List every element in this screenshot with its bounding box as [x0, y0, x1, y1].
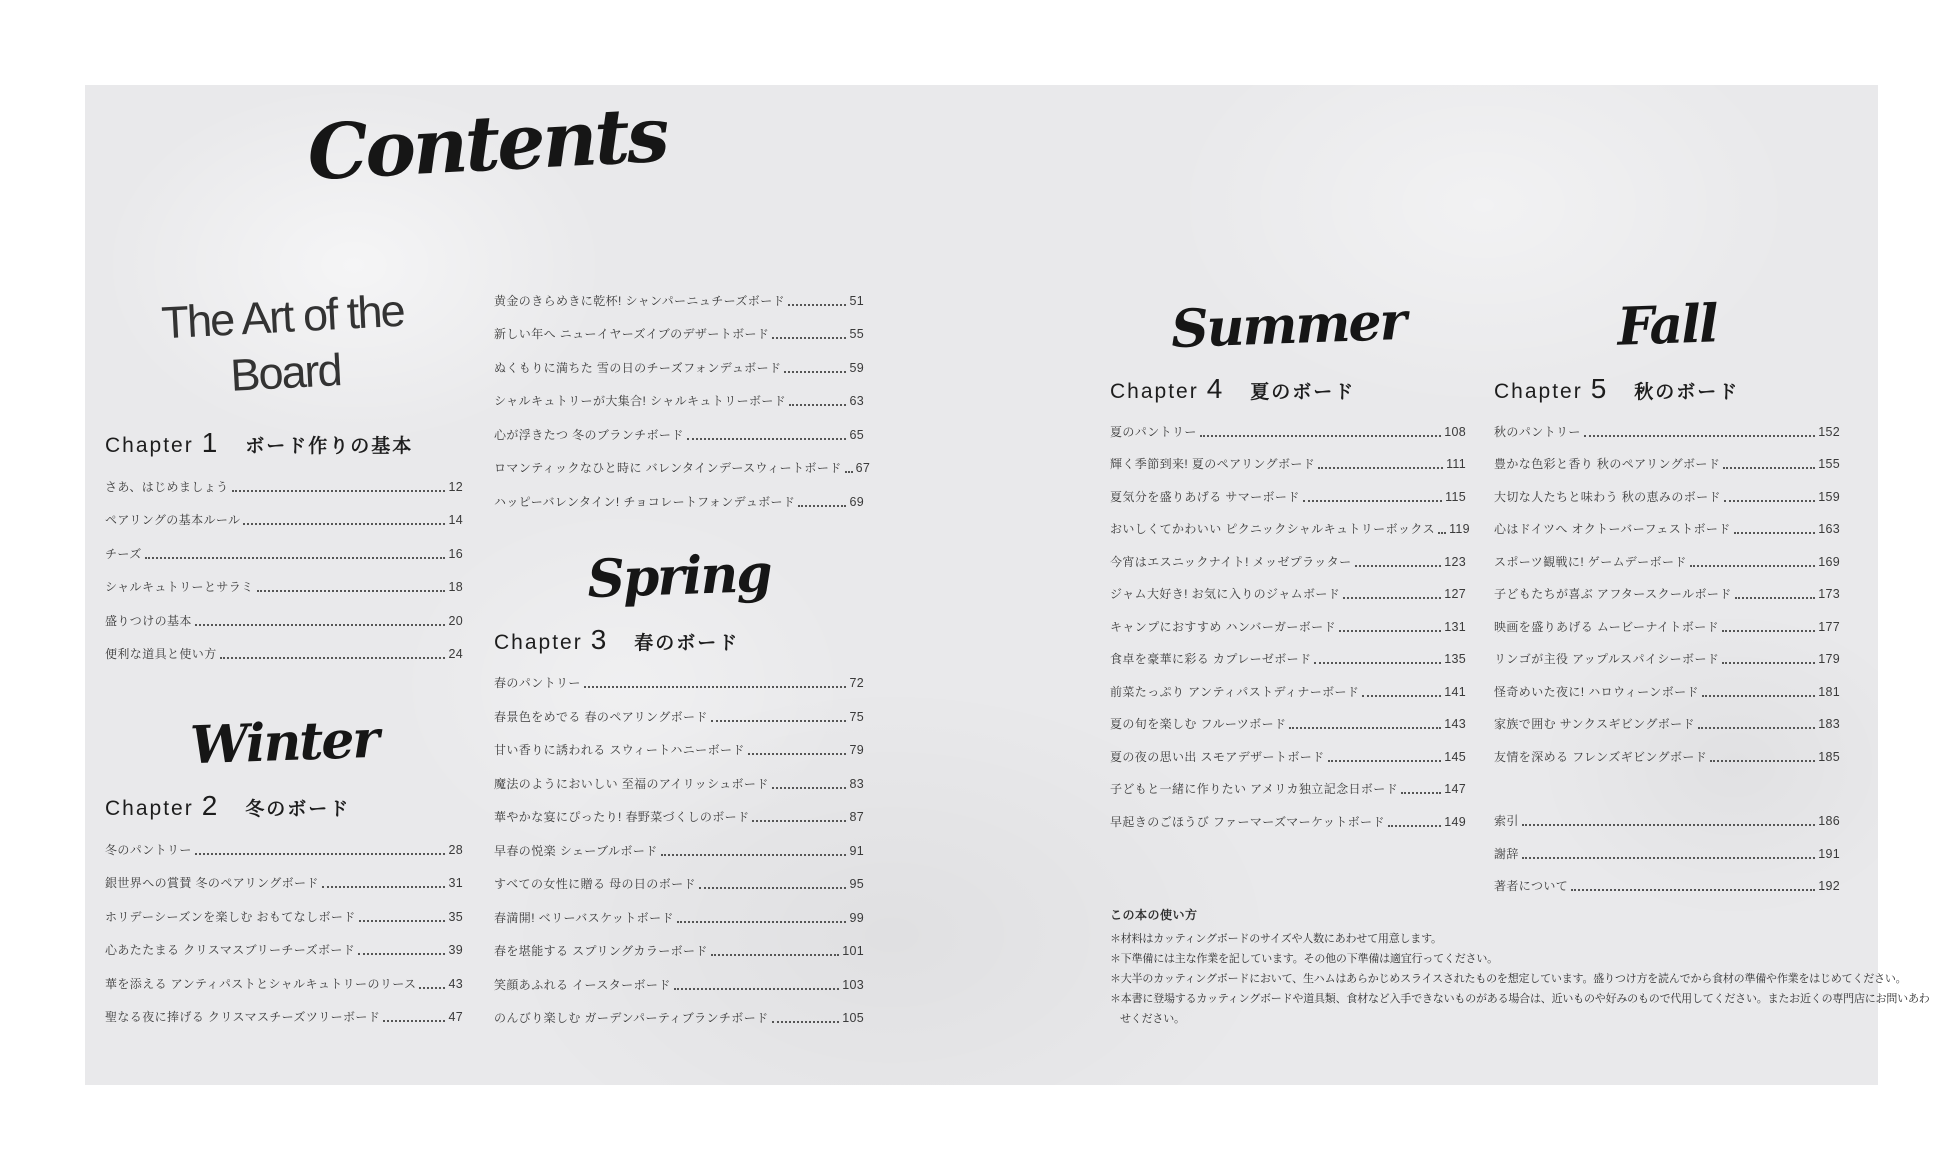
toc-entry-page: 127: [1444, 587, 1466, 601]
toc-entry-page: 55: [849, 327, 864, 341]
toc-entry: [494, 993, 864, 1027]
toc-entry-page: 59: [849, 360, 864, 375]
toc-entry-title: 夏の夜の思い出 スモアデザートボード: [1110, 749, 1325, 764]
toc-entry: [1110, 667, 1466, 700]
toc-entry-page: 35: [448, 909, 463, 924]
toc-entry: [494, 376, 864, 410]
toc-entry-page: 24: [448, 647, 463, 661]
column-1: [105, 85, 463, 1025]
toc-entry-page: 72: [849, 676, 864, 690]
toc-entry-title: 秋のパントリー: [1494, 424, 1581, 439]
toc-entry: [105, 629, 463, 663]
toc-entry-page: 95: [849, 877, 864, 891]
toc-entry-title: 怪奇めいた夜に! ハロウィーンボード: [1494, 684, 1699, 699]
page-title: Contents: [305, 89, 669, 198]
toc-entry-title: 夏気分を盛りあげる サマーボード: [1110, 489, 1300, 504]
toc-entry: [1110, 407, 1466, 440]
toc-entry-page: 159: [1818, 489, 1840, 504]
usage-notes-title: この本の使い方: [1110, 908, 1198, 922]
dot-leader: [220, 657, 446, 659]
toc-entry-page: 105: [842, 1011, 864, 1025]
toc-entry: [494, 892, 864, 926]
chapter-4-heading: [1110, 373, 1466, 405]
toc-entry: [105, 461, 463, 495]
toc-entry-page: 108: [1444, 424, 1466, 439]
dot-leader: [1702, 695, 1815, 697]
toc-entry: [105, 495, 463, 529]
dot-leader: [1314, 662, 1441, 664]
toc-entry: [494, 443, 871, 477]
chapter-3-label: Chapter: [494, 630, 583, 654]
column-3: [1110, 85, 1470, 830]
toc-entry-title: 春のパントリー: [494, 676, 581, 690]
chapter-1-number: 1: [201, 427, 218, 458]
toc-entry-title: 春景色をめでる 春のペアリングボード: [494, 709, 708, 724]
toc-entry-title: スポーツ観戦に! ゲームデーボード: [1494, 554, 1687, 569]
dot-leader: [1438, 532, 1446, 534]
dot-leader: [784, 371, 846, 373]
spacer: [1494, 765, 1840, 795]
toc-entry: [1110, 635, 1466, 668]
chapter-1-label: Chapter: [105, 434, 194, 457]
toc-entry: [494, 275, 864, 309]
toc-entry-page: 145: [1444, 749, 1466, 764]
toc-entry-title: 便利な道具と使い方: [105, 647, 217, 661]
toc-entry-title: 索引: [1494, 814, 1519, 828]
part-heading: [102, 280, 465, 411]
dot-leader: [1571, 889, 1815, 891]
dot-leader: [772, 1021, 840, 1023]
toc-entry-page: 39: [448, 943, 463, 957]
toc-entry: [494, 476, 864, 510]
toc-entry-title: 豊かな色彩と香り 秋のペアリングボード: [1494, 457, 1721, 471]
toc-entry: [1494, 635, 1840, 668]
dot-leader: [322, 886, 446, 888]
toc-entry: [494, 658, 864, 692]
column-2: [494, 85, 871, 1026]
toc-entry-page: 69: [849, 494, 864, 509]
dot-leader: [1734, 532, 1816, 534]
chapter-5-heading: [1494, 373, 1840, 405]
dot-leader: [1200, 435, 1441, 437]
toc-entry-title: 盛りつけの基本: [105, 613, 192, 628]
toc-entry-title: おいしくてかわいい ピクニックシャルキュトリーボックス: [1110, 522, 1436, 536]
toc-entry-page: 173: [1818, 587, 1840, 601]
toc-entry-page: 101: [842, 944, 864, 958]
toc-entry: [1494, 472, 1840, 505]
toc-entry-title: 銀世界への賞賛 冬のペアリングボード: [105, 876, 319, 890]
dot-leader: [772, 337, 846, 339]
toc-entry: [1494, 732, 1840, 765]
toc-entry-title: ジャム大好き! お気に入りのジャムボード: [1110, 587, 1341, 601]
toc-entry-title: 映画を盛りあげる ムービーナイトボード: [1494, 619, 1720, 634]
toc-entry-title: 冬のパントリー: [105, 842, 192, 857]
dot-leader: [257, 590, 446, 592]
toc-entry-page: 147: [1444, 782, 1466, 796]
toc-entry-page: 191: [1818, 846, 1840, 861]
toc-entry-page: 65: [849, 427, 864, 442]
toc-entry: [1494, 797, 1840, 830]
toc-entry-page: 99: [849, 910, 864, 925]
toc-entry-page: 18: [448, 580, 463, 594]
toc-entry: [105, 958, 463, 992]
toc-entry: [494, 758, 864, 792]
toc-entry-page: 123: [1444, 554, 1466, 569]
dot-leader: [711, 954, 839, 956]
toc-entry-title: 子どもと一緒に作りたい アメリカ独立記念日ボード: [1110, 782, 1399, 796]
chapter-4-label: Chapter: [1110, 380, 1199, 403]
toc-entry-title: ホリデーシーズンを楽しむ おもてなしボード: [105, 909, 356, 924]
chapter-5-title: 秋のボード: [1634, 382, 1740, 403]
toc-entry-page: 131: [1444, 619, 1466, 634]
toc-entry-page: 20: [448, 613, 463, 628]
usage-note-line: ＊本書に登場するカッティングボードや道具類、食材など入手できないものがある場合は、近いものや好みのもので代用してください。またお近くの専門店にお問いあわ: [1110, 993, 1930, 1005]
dot-leader: [1522, 824, 1815, 826]
usage-note-line: ＊大半のカッティングボードにおいて、生ハムはあらかじめスライスされたものを想定しています。盛りつけ方を読んでから食材の準備や作業をはじめてください。: [1110, 973, 1907, 985]
chapter-3-number: 3: [590, 623, 607, 655]
dot-leader: [798, 505, 846, 507]
toc-entry: [105, 528, 463, 562]
toc-entry-title: 魔法のようにおいしい 至福のアイリッシュボード: [494, 776, 769, 791]
toc-entry-page: 149: [1444, 814, 1466, 829]
toc-entry-page: 67: [855, 461, 871, 475]
toc-entry-title: 甘い香りに誘われる スウィートハニーボード: [494, 743, 745, 757]
toc-entry-page: 111: [1446, 457, 1466, 471]
toc-entry-title: シャルキュトリーが大集合! シャルキュトリーボード: [494, 394, 787, 408]
toc-entry-title: リンゴが主役 アップルスパイシーボード: [1494, 652, 1720, 666]
toc-entry: [105, 891, 463, 925]
toc-entry-page: 179: [1818, 652, 1840, 666]
toc-entry: [1494, 667, 1840, 700]
toc-page-spread: [85, 85, 1930, 1085]
toc-entry-title: 心あたたまる クリスマスブリーチーズボード: [105, 943, 356, 957]
toc-entry-page: 143: [1444, 717, 1466, 731]
dot-leader: [674, 988, 839, 990]
toc-entry-page: 119: [1449, 522, 1470, 536]
toc-entry-title: 前菜たっぷり アンティパストディナーボード: [1110, 684, 1360, 699]
chapter-3-title: 春のボード: [634, 632, 740, 654]
usage-note-line: ＊下準備には主な作業を記しています。その他の下準備は適宜行ってください。: [1110, 953, 1498, 965]
chapter-2-heading: [105, 790, 463, 822]
dot-leader: [789, 404, 846, 406]
dot-leader: [1343, 597, 1441, 599]
toc-entry-page: 28: [448, 842, 463, 857]
toc-entry-title: シャルキュトリーとサラミ: [105, 580, 254, 594]
toc-entry-title: ロマンティックなひと時に バレンタインデースウィートボード: [494, 461, 842, 475]
dot-leader: [359, 920, 446, 922]
dot-leader: [1735, 597, 1816, 599]
toc-entry: [494, 926, 864, 960]
toc-entry: [1494, 570, 1840, 603]
toc-entry: [494, 691, 864, 725]
usage-notes-lines: [1110, 929, 1930, 1029]
toc-entry: [105, 562, 463, 596]
chapter-2-toc-continued: [494, 275, 871, 510]
toc-entry: [494, 409, 864, 443]
dot-leader: [1328, 760, 1442, 762]
toc-entry-page: 43: [448, 976, 463, 991]
toc-entry-page: 79: [849, 743, 864, 757]
toc-entry-page: 16: [448, 546, 463, 561]
usage-notes: [1110, 906, 1930, 1029]
chapter-2-number: 2: [201, 790, 218, 821]
toc-entry-title: 食卓を豪華に彩る カプレーゼボード: [1110, 652, 1312, 666]
toc-entry-title: 華を添える アンティパストとシャルキュトリーのリース: [105, 976, 417, 991]
toc-entry-title: 早春の悦楽 シェーブルボード: [494, 843, 658, 858]
toc-entry: [494, 859, 864, 893]
dot-leader: [687, 438, 847, 440]
toc-entry-page: 91: [849, 843, 864, 858]
chapter-5-label: Chapter: [1494, 380, 1583, 403]
dot-leader: [1722, 630, 1815, 632]
chapter-1-toc: [105, 461, 463, 662]
toc-entry: [1494, 537, 1840, 570]
dot-leader: [1289, 727, 1441, 729]
toc-entry-title: 著者について: [1494, 879, 1569, 893]
toc-entry: [1110, 570, 1466, 603]
usage-note-line: せください。: [1120, 1013, 1185, 1025]
dot-leader: [1401, 792, 1441, 794]
dot-leader: [584, 686, 847, 688]
toc-entry: [494, 959, 864, 993]
dot-leader: [1722, 662, 1815, 664]
dot-leader: [699, 887, 847, 889]
toc-entry: [1110, 732, 1466, 765]
toc-entry: [105, 824, 463, 858]
toc-entry-title: 夏の旬を楽しむ フルーツボード: [1110, 717, 1287, 731]
toc-entry-title: ハッピーバレンタイン! チョコレートフォンデュボード: [494, 494, 796, 509]
toc-entry-title: 心はドイツへ オクトーバーフェストボード: [1494, 522, 1731, 536]
dot-leader: [772, 787, 847, 789]
toc-entry-title: 笑顔あふれる イースターボード: [494, 977, 671, 992]
toc-entry-page: 83: [849, 776, 864, 791]
dot-leader: [145, 557, 446, 559]
toc-entry: [1494, 700, 1840, 733]
dot-leader: [661, 854, 847, 856]
toc-entry: [1110, 765, 1466, 798]
chapter-1-heading: [105, 427, 463, 459]
dot-leader: [677, 921, 847, 923]
toc-entry-title: 黄金のきらめきに乾杯! シャンパーニュチーズボード: [494, 293, 785, 308]
toc-entry-title: 家族で囲む サンクスギビングボード: [1494, 717, 1695, 731]
chapter-2-title: 冬のボード: [245, 799, 351, 820]
toc-entry-title: 友情を深める フレンズギビングボード: [1494, 749, 1708, 764]
toc-entry-title: すべての女性に贈る 母の日のボード: [494, 877, 696, 891]
part-heading-line-1: The Art of the: [160, 284, 405, 349]
dot-leader: [232, 490, 446, 492]
dot-leader: [1362, 695, 1441, 697]
dot-leader: [748, 753, 847, 755]
toc-entry: [1110, 472, 1466, 505]
toc-entry: [1494, 602, 1840, 635]
toc-entry-title: 春を堪能する スプリングカラーボード: [494, 944, 708, 958]
dot-leader: [1710, 760, 1815, 762]
toc-entry-page: 115: [1445, 489, 1466, 504]
toc-entry: [1494, 505, 1840, 538]
toc-entry-title: チーズ: [105, 546, 142, 561]
toc-entry: [494, 725, 864, 759]
dot-leader: [1584, 435, 1815, 437]
dot-leader: [243, 523, 445, 525]
dot-leader: [1690, 565, 1815, 567]
summer-heading: Summer: [1170, 290, 1406, 361]
toc-entry-page: 31: [448, 876, 463, 890]
toc-entry: [1494, 829, 1840, 862]
dot-leader: [419, 987, 445, 989]
toc-entry-page: 169: [1818, 554, 1840, 569]
toc-entry-title: ぬくもりに満ちた 雪の日のチーズフォンデュボード: [494, 360, 782, 375]
toc-entry: [494, 342, 864, 376]
toc-entry: [1110, 440, 1466, 473]
chapter-4-title: 夏のボード: [1250, 382, 1356, 403]
toc-entry-title: 夏のパントリー: [1110, 424, 1197, 439]
toc-entry-title: 早起きのごほうび ファーマーズマーケットボード: [1110, 814, 1385, 829]
toc-entry-title: 輝く季節到来! 夏のペアリングボード: [1110, 457, 1316, 471]
dot-leader: [1303, 500, 1442, 502]
dot-leader: [195, 624, 446, 626]
dot-leader: [1724, 500, 1815, 502]
dot-leader: [752, 820, 846, 822]
toc-entry: [1110, 537, 1466, 570]
dot-leader: [788, 304, 846, 306]
backmatter-toc: [1494, 797, 1840, 895]
toc-entry-page: 181: [1818, 684, 1840, 699]
toc-entry: [1110, 700, 1466, 733]
toc-entry: [1110, 797, 1466, 830]
chapter-4-toc: [1110, 407, 1470, 830]
toc-entry-page: 14: [448, 513, 463, 527]
toc-entry-title: 心が浮きたつ 冬のブランチボード: [494, 427, 684, 442]
dot-leader: [845, 471, 853, 473]
toc-entry: [494, 792, 864, 826]
chapter-5-toc: [1494, 407, 1840, 765]
dot-leader: [1388, 825, 1441, 827]
dot-leader: [358, 953, 445, 955]
toc-entry-page: 183: [1818, 717, 1840, 731]
toc-entry-title: 謝辞: [1494, 846, 1519, 861]
dot-leader: [1723, 467, 1815, 469]
fall-heading: Fall: [1616, 293, 1718, 358]
toc-entry: [1494, 407, 1840, 440]
chapter-2-toc: [105, 824, 463, 1025]
toc-entry-page: 192: [1818, 879, 1840, 893]
dot-leader: [1339, 630, 1441, 632]
chapter-3-heading: [494, 624, 864, 656]
dot-leader: [1318, 467, 1443, 469]
chapter-1-title: ボード作りの基本: [245, 436, 414, 457]
toc-entry-page: 186: [1818, 814, 1840, 828]
dot-leader: [1355, 565, 1442, 567]
chapter-2-label: Chapter: [105, 797, 194, 820]
toc-entry-page: 163: [1818, 522, 1840, 536]
toc-entry-page: 152: [1818, 424, 1840, 439]
toc-entry: [1494, 862, 1840, 895]
toc-entry: [105, 925, 463, 959]
toc-entry-page: 12: [448, 479, 463, 494]
toc-entry-page: 141: [1444, 684, 1466, 699]
column-4: [1494, 85, 1840, 894]
toc-entry-title: 華やかな宴にぴったり! 春野菜づくしのボード: [494, 810, 750, 824]
toc-entry-title: 子どもたちが喜ぶ アフタースクールボード: [1494, 587, 1732, 601]
toc-entry-page: 155: [1818, 457, 1840, 471]
toc-entry: [105, 992, 463, 1026]
toc-entry-page: 103: [842, 977, 864, 992]
chapter-3-toc: [494, 658, 864, 1027]
toc-entry-title: ペアリングの基本ルール: [105, 513, 241, 527]
toc-entry: [1110, 602, 1466, 635]
dot-leader: [711, 720, 847, 722]
toc-entry-page: 87: [849, 810, 864, 824]
toc-entry-title: のんびり楽しむ ガーデンパーティブランチボード: [494, 1011, 769, 1025]
dot-leader: [1698, 727, 1815, 729]
toc-entry-page: 51: [849, 293, 864, 308]
chapter-4-number: 4: [1206, 373, 1223, 404]
toc-entry: [105, 595, 463, 629]
usage-note-line: ＊材料はカッティングボードのサイズや人数にあわせて用意します。: [1110, 933, 1442, 945]
winter-heading: Winter: [189, 708, 379, 777]
toc-entry-title: 聖なる夜に捧げる クリスマスチーズツリーボード: [105, 1010, 381, 1024]
toc-entry-page: 177: [1818, 619, 1840, 634]
toc-entry: [494, 825, 864, 859]
dot-leader: [1522, 857, 1815, 859]
toc-entry-page: 75: [849, 709, 864, 724]
toc-entry-title: さあ、はじめましょう: [105, 479, 229, 494]
toc-entry-title: 新しい年へ ニューイヤーズイブのデザートボード: [494, 327, 770, 341]
part-heading-line-2: Board: [229, 344, 342, 401]
toc-entry: [1494, 440, 1840, 473]
toc-entry: [494, 309, 864, 343]
toc-entry-page: 135: [1444, 652, 1466, 666]
dot-leader: [195, 853, 446, 855]
toc-entry-title: 今宵はエスニックナイト! メッゼプラッター: [1110, 554, 1352, 569]
spring-heading: Spring: [586, 542, 772, 610]
toc-entry: [1110, 505, 1470, 538]
chapter-5-number: 5: [1590, 373, 1607, 404]
toc-entry-title: 大切な人たちと味わう 秋の恵みのボード: [1494, 489, 1721, 504]
toc-entry-page: 185: [1818, 749, 1840, 764]
dot-leader: [383, 1020, 445, 1022]
toc-entry: [105, 858, 463, 892]
toc-entry-page: 47: [448, 1010, 463, 1024]
toc-entry-page: 63: [849, 394, 864, 408]
toc-entry-title: 春満開! ベリーバスケットボード: [494, 910, 674, 925]
toc-entry-title: キャンプにおすすめ ハンバーガーボード: [1110, 619, 1336, 634]
